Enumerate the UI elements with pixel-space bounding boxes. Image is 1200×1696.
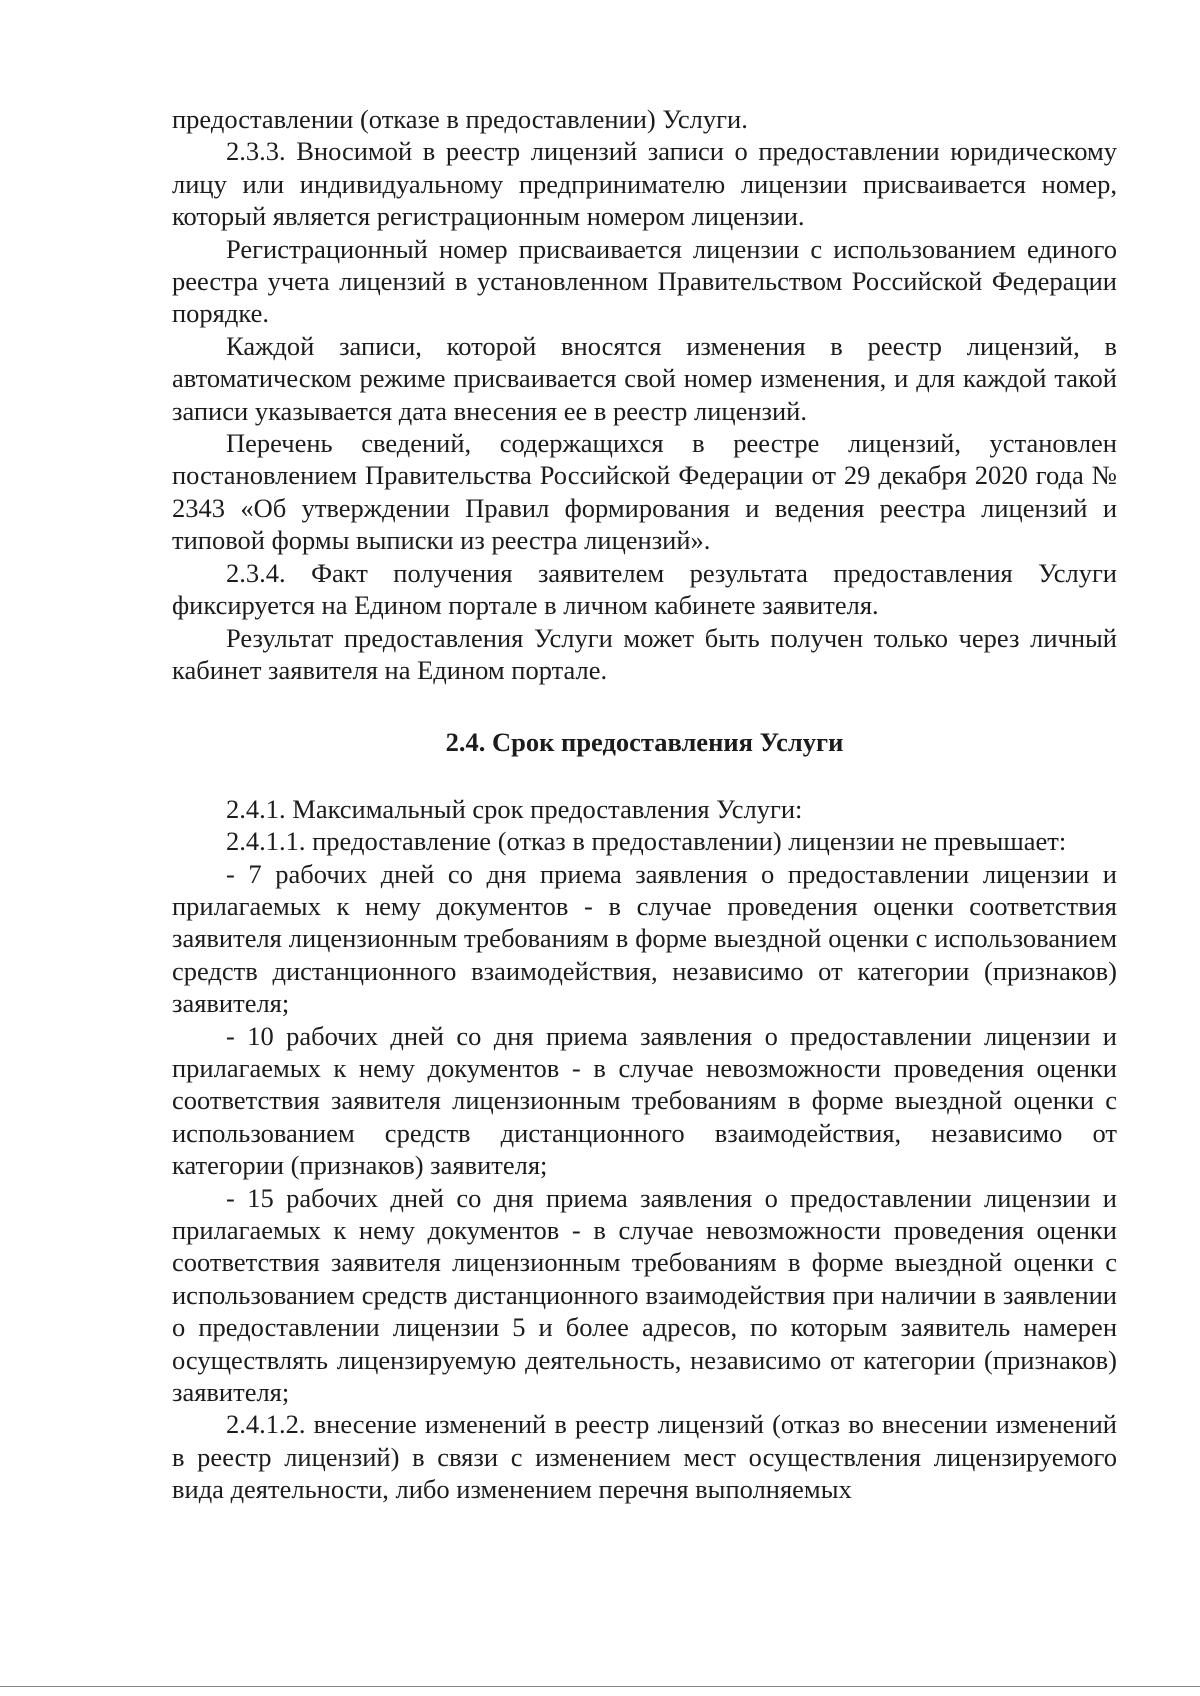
list-item-10-days: - 10 рабочих дней со дня приема заявления о предоставлении лицензии и прилагаемых к нему документов - в случае невозможности проведения оценки соответствия заявителя лицензионным требованиям в форме выездной оценки с использованием средств дистанционного взаимодействия, независимо от категории (признаков) заявителя; — [172, 1020, 1117, 1181]
paragraph-change-number: Каждой записи, которой вносятся изменения в реестр лицензий, в автоматическом режиме присваивается свой номер изменения, и для каждой такой записи указывается дата внесения ее в реестр лицензий. — [172, 330, 1117, 426]
paragraph-2-4-1-2: 2.4.1.2. внесение изменений в реестр лицензий (отказ во внесении изменений в реестр лицензий) в связи с изменением мест осуществления лицензируемого вида деятельности, либо изменением перечня выполняемых — [172, 1409, 1117, 1505]
spacer — [172, 759, 1117, 793]
paragraph-registration-number: Регистрационный номер присваивается лицензии с использованием единого реестра учета лицензий в установленном Правительством Российской Федерации порядке. — [172, 233, 1117, 329]
paragraph-2-4-1-1: 2.4.1.1. предоставление (отказ в предоставлении) лицензии не превышает: — [226, 826, 1067, 857]
paragraph-registry-contents: Перечень сведений, содержащихся в реестре лицензий, установлен постановлением Правительства Российской Федерации от 29 декабря 2020 года № 2343 «Об утверждении Правил формирования и ведения реестра лицензий и типовой формы выписки из реестра лицензий». — [172, 428, 1117, 556]
list-item-15-days: - 15 рабочих дней со дня приема заявления о предоставлении лицензии и прилагаемых к нему документов - в случае невозможности проведения оценки соответствия заявителя лицензионным требованиям в форме выездной оценки с использованием средств дистанционного взаимодействия при наличии в заявлении о предоставлении лицензии 5 и более адресов, по которым заявитель намерен осуществлять лицензируемую деятельность, независимо от категории (признаков) заявителя; — [172, 1182, 1117, 1408]
list-item-7-days: - 7 рабочих дней со дня приема заявления о предоставлении лицензии и прилагаемых к нему документов - в случае проведения оценки соответствия заявителя лицензионным требованиям в форме выездной оценки с использованием средств дистанционного взаимодействия, независимо от категории (признаков) заявителя; — [172, 858, 1117, 1019]
document-page — [172, 103, 1117, 1506]
spacer — [172, 686, 1117, 726]
paragraph-2-3-4: 2.3.4. Факт получения заявителем результата предоставления Услуги фиксируется на Едином портале в личном кабинете заявителя. — [172, 557, 1117, 621]
paragraph-2-3-3: 2.3.3. Вносимой в реестр лицензий записи о предоставлении юридическому лицу или индивидуальному предпринимателю лицензии присваивается номер, который является регистрационным номером лицензии. — [172, 136, 1117, 232]
paragraph-result-receipt: Результат предоставления Услуги может быть получен только через личный кабинет заявителя на Едином портале. — [172, 622, 1117, 685]
page-bottom-rule — [0, 1686, 1200, 1687]
paragraph-continuation: предоставлении (отказе в предоставлении) Услуги. — [172, 104, 748, 134]
paragraph-2-4-1: 2.4.1. Максимальный срок предоставления Услуги: — [226, 793, 803, 824]
section-heading: 2.4. Срок предоставления Услуги — [445, 727, 844, 758]
